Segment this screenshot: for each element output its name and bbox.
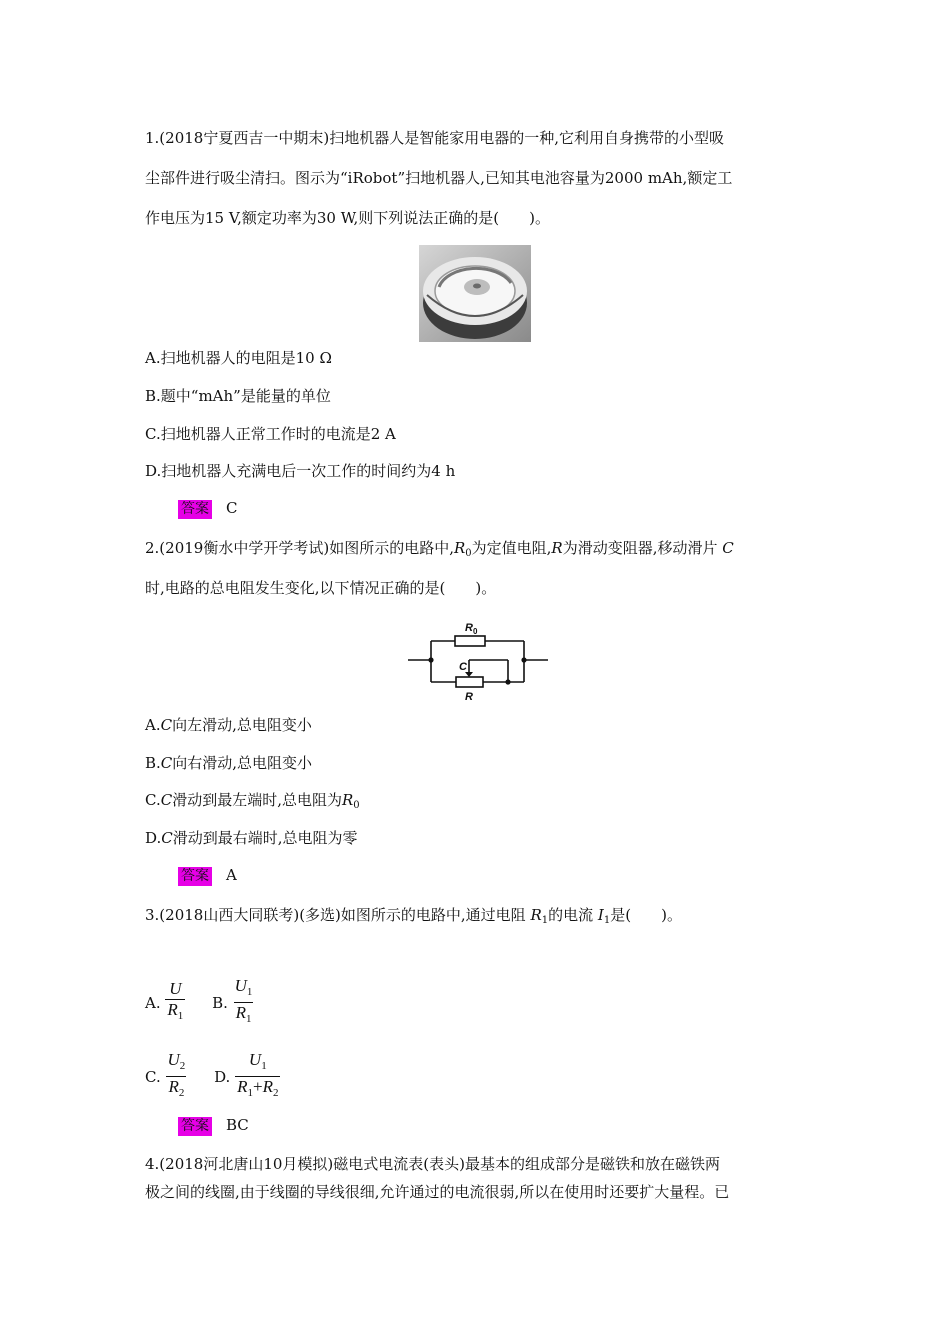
q3-answer-row <box>178 1115 249 1136</box>
answer-badge: 答案 <box>178 867 212 886</box>
q2-option-c: C.C滑动到最左端时,总电阻为$R_0$ <box>145 791 360 811</box>
q2-option-a: A.C向左滑动,总电阻变小 <box>145 716 312 734</box>
q3-option-c-label: C. <box>145 1067 161 1086</box>
q3-options-row-2 <box>145 1050 280 1103</box>
q1-option-c: C.扫地机器人正常工作时的电流是2 A <box>145 425 396 443</box>
q2-circuit-diagram <box>405 612 550 704</box>
q1-stem-line-1: 1.(2018宁夏西吉一中期末)扫地机器人是智能家用电器的一种,它利用自身携带的小型吸 <box>145 129 724 147</box>
q3-option-b-label: B. <box>212 993 228 1012</box>
q3-answer-value: BC <box>226 1116 249 1134</box>
r0-label: R <box>465 622 473 634</box>
q2-stem-line-1: 2.(2019衡水中学开学考试)如图所示的电路中$,R_0$为定值电阻,R为滑动变阻器,移动滑片 C <box>145 539 734 559</box>
q2-answer-value: A <box>226 866 237 884</box>
q1-option-b: B.题中“mAh”是能量的单位 <box>145 387 331 405</box>
r-label: R <box>465 691 473 703</box>
q2-option-d: D.C滑动到最右端时,总电阻为零 <box>145 829 358 847</box>
robot-vacuum-image <box>419 245 531 342</box>
q2-option-b: B.C向右滑动,总电阻变小 <box>145 754 313 772</box>
q3-option-b-fraction: $\frac{U_1}{R_1}$ <box>233 976 255 1029</box>
q3-option-a-label: A. <box>145 993 161 1012</box>
q3-option-d-label: D. <box>214 1067 231 1086</box>
q2-answer-row <box>178 865 237 886</box>
q3-option-c-fraction: $\frac{U_2}{R_2}$ <box>166 1050 188 1103</box>
q4-stem-line-2: 极之间的线圈,由于线圈的导线很细,允许通过的电流很弱,所以在使用时还要扩大量程。已 <box>145 1183 730 1201</box>
q2-stem-line-2: 时,电路的总电阻发生变化,以下情况正确的是( )。 <box>145 579 497 597</box>
q1-stem-line-3: 作电压为15 V,额定功率为30 W,则下列说法正确的是( )。 <box>145 209 550 227</box>
r0-label-sub: 0 <box>473 627 478 636</box>
q1-option-d: D.扫地机器人充满电后一次工作的时间约为4 h <box>145 462 456 480</box>
q3-option-a-fraction: $\frac{U}{R_1}$ <box>165 979 185 1026</box>
q4-stem-line-1: 4.(2018河北唐山10月模拟)磁电式电流表(表头)最基本的组成部分是磁铁和放在磁铁两 <box>145 1155 720 1173</box>
q1-option-a: A.扫地机器人的电阻是10 Ω <box>145 349 332 367</box>
q3-stem-line: 3.(2018山西大同联考)(多选)如图所示的电路中,通过电阻 $R_1$的电流 $I_1$是( )。 <box>145 906 682 926</box>
answer-badge: 答案 <box>178 1117 212 1136</box>
c-label: C <box>459 661 467 673</box>
q1-stem-line-2: 尘部件进行吸尘清扫。图示为“iRobot”扫地机器人,已知其电池容量为2000 mAh,额定工 <box>145 169 733 187</box>
answer-badge: 答案 <box>178 500 212 519</box>
q3-options-row-1 <box>145 976 254 1029</box>
q1-answer-value: C <box>226 499 238 517</box>
q1-answer-row <box>178 498 237 519</box>
q3-option-d-fraction: $\frac{U_1}{R_1+R_2}$ <box>235 1050 280 1103</box>
